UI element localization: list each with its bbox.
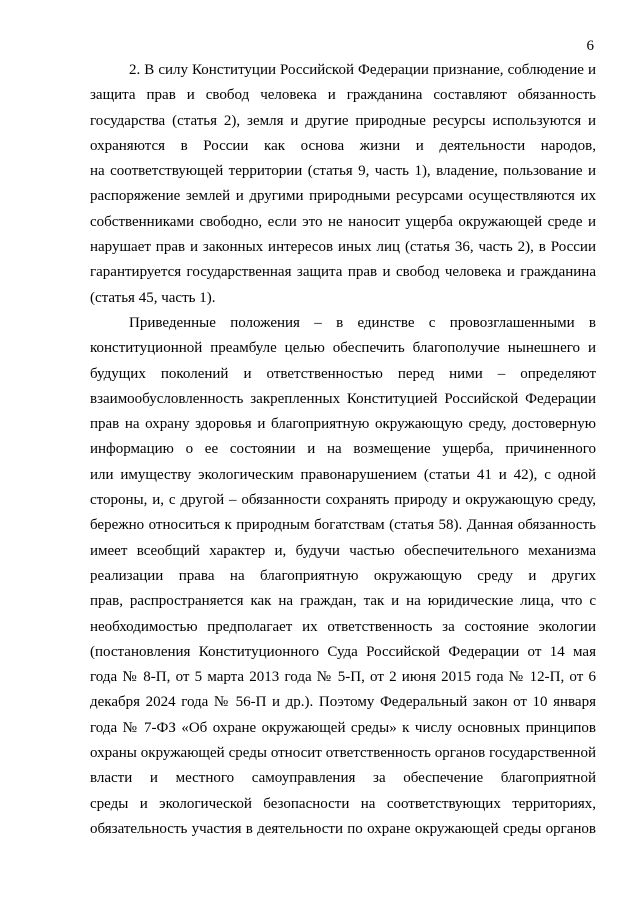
paragraph-2-line-21: обязательность участия в деятельности по охране окружающей среды органов: [90, 820, 596, 837]
paragraph-1-line-3: государства (статья 2), земля и другие природные ресурсы используются и: [90, 112, 596, 129]
paragraph-2-line-1: Приведенные положения – в единстве с провозглашенными в: [129, 314, 596, 331]
paragraph-1-line-1: 2. В силу Конституции Российской Федерации признание, соблюдение и: [129, 62, 596, 78]
paragraph-2-line-7: или имуществу экологическим правонарушением (статьи 41 и 42), с одной: [90, 466, 596, 483]
paragraph-2-line-11: реализации права на благоприятную окружающую среду и других: [90, 567, 596, 584]
paragraph-2-line-16: декабря 2024 года № 56-П и др.). Поэтому Федеральный закон от 10 января: [90, 694, 596, 711]
page-number: 6: [586, 38, 594, 54]
paragraph-1-line-5: на соответствующей территории (статья 9, часть 1), владение, пользование и: [90, 163, 596, 180]
paragraph-1-line-10: (статья 45, часть 1).: [90, 289, 216, 306]
paragraph-2-line-13: необходимостью предполагает их ответственность за состояние экологии: [90, 618, 596, 635]
paragraph-2-line-19: власти и местного самоуправления за обеспечение благоприятной: [90, 770, 596, 787]
paragraph-2-line-18: охраны окружающей среды относит ответственность органов государственной: [90, 745, 596, 762]
paragraph-1-line-6: распоряжение землей и другими природными ресурсами осуществляются их: [90, 188, 596, 205]
paragraph-2-line-9: бережно относиться к природным богатствам (статья 58). Данная обязанность: [90, 517, 596, 534]
paragraph-2-line-6: информацию о ее состоянии и на возмещение ущерба, причиненного: [90, 441, 596, 458]
paragraph-1-line-9: гарантируется государственная защита прав и свобод человека и гражданина: [90, 264, 596, 281]
paragraph-2-line-17: года № 7-ФЗ «Об охране окружающей среды» к числу основных принципов: [90, 719, 596, 736]
document-body: [90, 58, 596, 842]
paragraph-2-line-14: (постановления Конституционного Суда Российской Федерации от 14 мая: [90, 643, 596, 660]
paragraph-2-line-15: года № 8-П, от 5 марта 2013 года № 5-П, от 2 июня 2015 года № 12-П, от 6: [90, 669, 596, 686]
paragraph-1-line-7: собственниками свободно, если это не наносит ущерба окружающей среде и: [90, 213, 596, 230]
paragraph-2-line-2: конституционной преамбуле целью обеспечить благополучие нынешнего и: [90, 340, 596, 357]
paragraph-2-line-20: среды и экологической безопасности на соответствующих территориях,: [90, 795, 596, 812]
paragraph-1-line-4: охраняются в России как основа жизни и деятельности народов,: [90, 137, 596, 154]
paragraph-1-line-8: нарушает прав и законных интересов иных лиц (статья 36, часть 2), в России: [90, 239, 596, 256]
paragraph-2-line-4: взаимообусловленность закрепленных Конституцией Российской Федерации: [90, 390, 596, 407]
paragraph-2-line-3: будущих поколений и ответственностью перед ними – определяют: [90, 365, 596, 382]
paragraph-2-line-8: стороны, и, с другой – обязанности сохранять природу и окружающую среду,: [90, 492, 596, 509]
paragraph-2-line-12: прав, распространяется как на граждан, так и на юридические лица, что с: [90, 593, 596, 610]
paragraph-2-line-5: прав на охрану здоровья и благоприятную окружающую среду, достоверную: [90, 416, 596, 433]
paragraph-1-line-2: защита прав и свобод человека и гражданина составляют обязанность: [90, 87, 596, 104]
paragraph-2-line-10: имеет всеобщий характер и, будучи частью обеспечительного механизма: [90, 542, 596, 559]
